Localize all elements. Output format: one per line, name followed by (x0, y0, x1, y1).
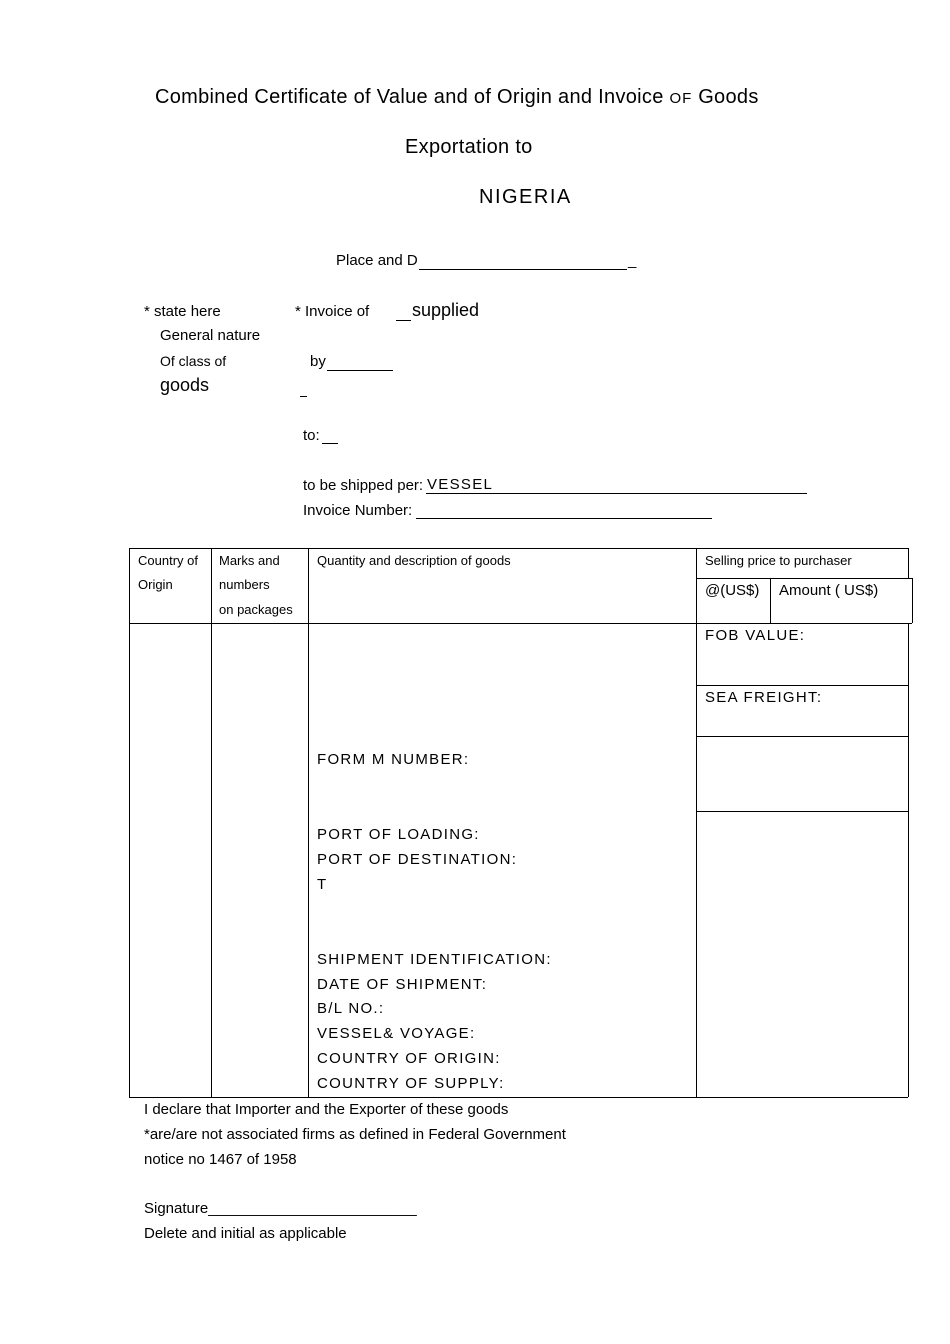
blank-cell-bottom (696, 811, 908, 812)
place-date-field[interactable] (419, 269, 627, 270)
price-subheader-divider (770, 578, 771, 623)
invoice-of-label: * Invoice of (295, 303, 370, 320)
price-subheader-bottom (696, 623, 912, 624)
declaration-line2: *are/are not associated firms as defined in Federal Government (144, 1126, 566, 1143)
place-date-label: Place and D (336, 252, 418, 269)
signature-field[interactable]: Signature_________________________ (144, 1200, 417, 1217)
form-m-number: FORM M NUMBER: (317, 751, 470, 768)
price-subheader-top (696, 578, 912, 579)
title-of: OF (669, 90, 693, 107)
t-line: T (317, 876, 328, 893)
general-nature-note: General nature (160, 327, 261, 344)
place-date-trail: _ (628, 252, 637, 269)
destination-country: NIGERIA (479, 186, 572, 208)
col-divider-3 (696, 548, 697, 1097)
to-field[interactable] (322, 443, 338, 444)
vessel-voyage: VESSEL& VOYAGE: (317, 1025, 476, 1042)
table-right-border-top (908, 548, 909, 578)
header-amount: Amount ( US$) (779, 582, 879, 599)
by-label: by (310, 353, 326, 370)
port-of-loading: PORT OF LOADING: (317, 826, 480, 843)
bl-number: B/L NO.: (317, 1000, 385, 1017)
class-of-note: Of class of (160, 353, 227, 369)
invoice-of-blank[interactable] (396, 320, 411, 321)
header-selling-price: Selling price to purchaser (705, 553, 852, 568)
table-left-border (129, 548, 130, 1097)
header-marks-line3: on packages (219, 602, 293, 617)
header-rate: @(US$) (705, 582, 760, 599)
shipped-per-field[interactable] (426, 493, 807, 494)
title-main: Combined Certificate of Value and of Origin and Invoice (155, 86, 664, 108)
shipped-per-label: to be shipped per: (303, 477, 424, 494)
fob-value-label: FOB VALUE: (705, 627, 806, 644)
header-country-line2: Origin (138, 577, 173, 592)
fob-cell-bottom (696, 685, 908, 686)
state-here-note: * state here (144, 303, 221, 320)
table-bottom-border (129, 1097, 908, 1098)
col-divider-2 (308, 548, 309, 1097)
header-country-line1: Country of (138, 553, 198, 568)
delete-initial-note: Delete and initial as applicable (144, 1225, 347, 1242)
title-end: Goods (698, 86, 759, 108)
declaration-line1: I declare that Importer and the Exporter of these goods (144, 1101, 509, 1118)
date-of-shipment: DATE OF SHIPMENT: (317, 976, 488, 993)
header-quantity: Quantity and description of goods (317, 553, 511, 568)
by-field[interactable] (327, 370, 393, 371)
freight-cell-bottom (696, 736, 908, 737)
supplied-text: supplied (412, 300, 480, 320)
goods-note: goods (160, 375, 210, 395)
page-title (155, 86, 759, 109)
country-of-supply: COUNTRY OF SUPPLY: (317, 1075, 505, 1092)
vessel-value: VESSEL (427, 476, 494, 493)
country-of-origin: COUNTRY OF ORIGIN: (317, 1050, 501, 1067)
declaration-line3: notice no 1467 of 1958 (144, 1151, 297, 1168)
header-marks-line1: Marks and (219, 553, 280, 568)
invoice-number-label: Invoice Number: (303, 502, 413, 519)
table-top-border (129, 548, 908, 549)
header-bottom-border (129, 623, 696, 624)
price-subheader-right (912, 578, 913, 623)
invoice-number-field[interactable] (416, 518, 712, 519)
shipment-identification: SHIPMENT IDENTIFICATION: (317, 951, 552, 968)
sea-freight-label: SEA FREIGHT: (705, 689, 823, 706)
port-of-destination: PORT OF DESTINATION: (317, 851, 518, 868)
table-right-border (908, 623, 909, 1097)
to-label: to: (303, 427, 320, 444)
col-divider-1 (211, 548, 212, 1097)
subtitle: Exportation to (405, 136, 533, 158)
header-marks-line2: numbers (219, 577, 270, 592)
blank-underscore (300, 396, 307, 397)
